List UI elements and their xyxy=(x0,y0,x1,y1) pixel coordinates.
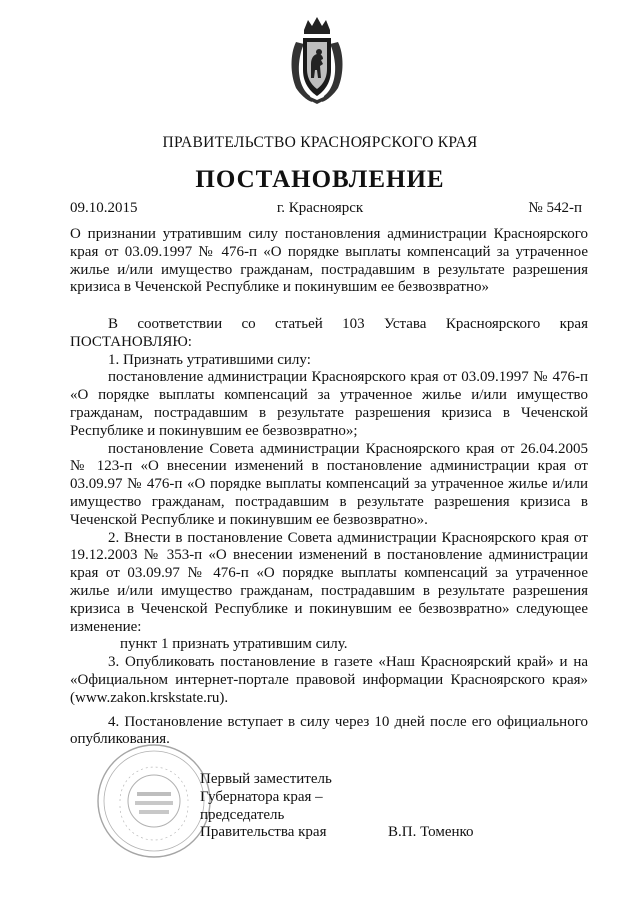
item-1-intro: 1. Признать утратившими силу: xyxy=(108,351,311,368)
item-1-a: постановление администрации Красноярского края от 03.09.1997 № 476-п «О порядке выплаты компенсаций за утраченное жилье и/или имущество гражданам, пострадавшим в результате разрешения кризиса в Чеченской Республике и покинувшим ее безвозвратно»; xyxy=(70,369,588,439)
signer-name: В.П. Томенко xyxy=(388,824,474,840)
item-2-a: пункт 1 признать утратившим силу. xyxy=(120,636,348,653)
item-3: 3. Опубликовать постановление в газете «Наш Красноярский край» и на «Официальном интернет-портале правовой информации Красноярского края» (www.zakon.krskstate.ru). xyxy=(70,654,588,706)
signature-position-line-1: Первый заместитель xyxy=(200,771,332,787)
signature-position-line-3: председатель xyxy=(200,806,285,823)
signature-position-line-2: Губернатора края – xyxy=(200,788,323,805)
document-city: г. Красноярск xyxy=(276,200,364,216)
preamble: В соответствии со статьей 103 Устава Красноярского края ПОСТАНОВЛЯЮ: xyxy=(70,316,588,350)
document-body xyxy=(70,316,588,749)
item-2: 2. Внести в постановление Совета администрации Красноярского края от 19.12.2003 № 353-п «О внесении изменений в постановление администрации края от 03.09.97 № 476-п «О порядке выплаты компенсаций за утраченное жилье и/или имущество гражданам, пострадавшим в результате разрешения кризиса в Чеченской Республике и покинувшим ее безвозвратно» следующее изменение: xyxy=(70,529,588,635)
signature-block xyxy=(200,771,370,842)
document-subject xyxy=(70,226,588,297)
document-title: ПОСТАНОВЛЕНИЕ xyxy=(195,166,445,193)
organization-name: ПРАВИТЕЛЬСТВО КРАСНОЯРСКОГО КРАЯ xyxy=(162,134,478,151)
item-4: 4. Постановление вступает в силу через 10 дней после его официального опубликования. xyxy=(70,713,588,748)
official-stamp xyxy=(95,742,213,860)
document-number: № 542-п xyxy=(528,200,582,216)
coat-of-arms-emblem xyxy=(290,14,344,106)
subject-text: О признании утратившим силу постановления администрации Красноярского края от 03.09.1997 № 476-п «О порядке выплаты компенсаций за утраченное жилье и/или имущество гражданам, пострадавшим в результате разрешения кризиса в Чеченской Республике и покинувшим ее безвозвратно» xyxy=(70,226,588,296)
document-date: 09.10.2015 xyxy=(70,200,138,216)
item-1-b: постановление Совета администрации Красноярского края от 26.04.2005 № 123-п «О внесении изменений в постановление администрации края от 03.09.97 № 476-п «О порядке выплаты компенсаций за утраченное жилье и/или имущество гражданам, пострадавшим в результате разрешения кризиса в Чеченской Республике и покинувшим ее безвозвратно». xyxy=(70,440,588,528)
signature-position-line-4: Правительства края xyxy=(200,824,327,841)
